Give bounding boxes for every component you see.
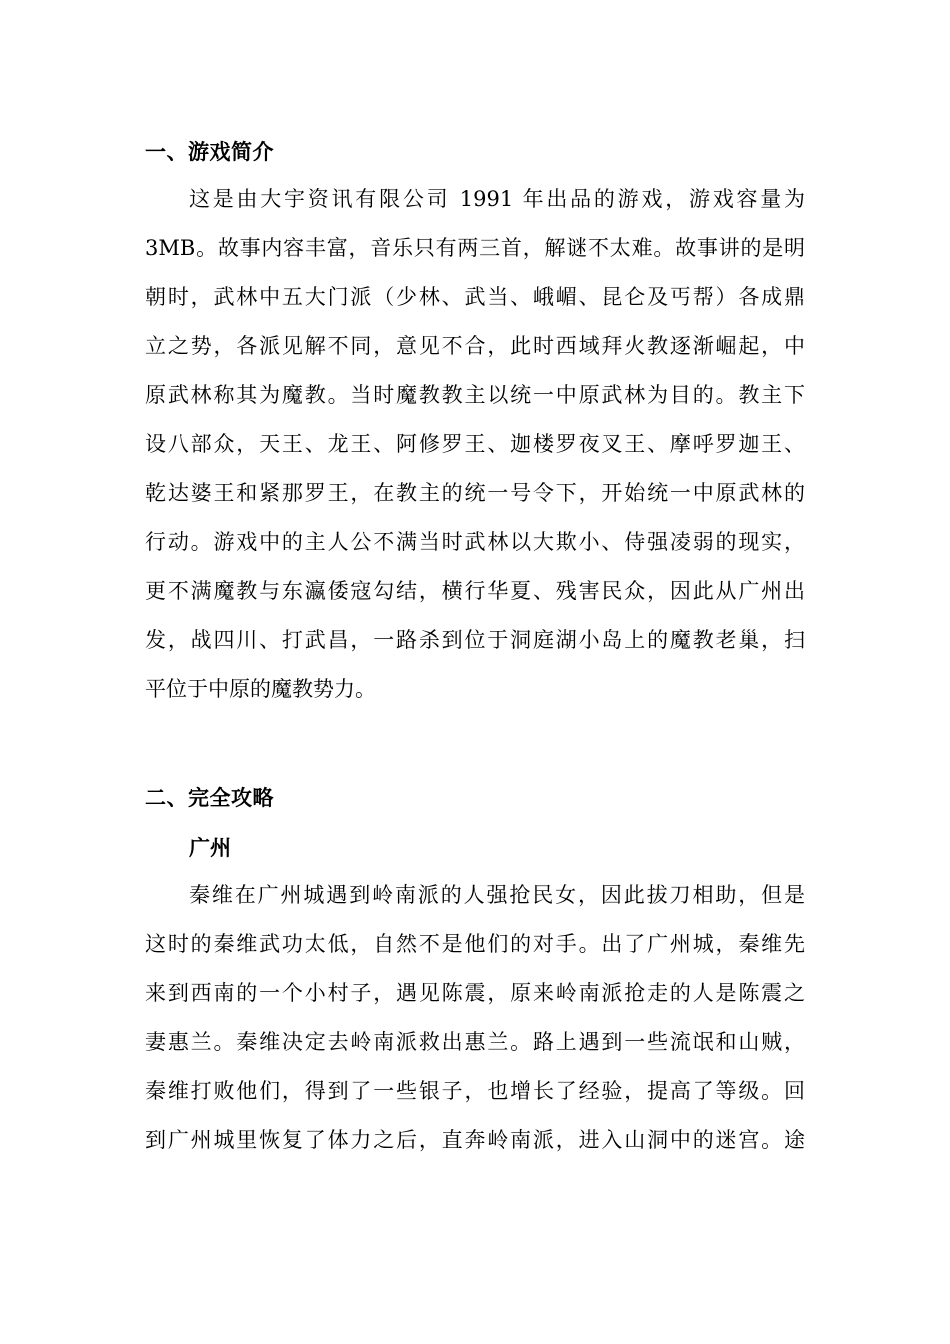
paragraph-line: 更不满魔教与东瀛倭寇勾结，横行华夏、残害民众，因此从广州出 — [145, 579, 805, 603]
guangzhou-paragraph — [145, 871, 805, 1165]
paragraph-line: 这是由大宇资讯有限公司 1991 年出品的游戏，游戏容量为 — [189, 187, 805, 211]
subheading-guangzhou: 广州 — [189, 835, 231, 860]
paragraph-line: 秦维打败他们，得到了一些银子，也增长了经验，提高了等级。回 — [145, 1079, 805, 1103]
paragraph-line: 这时的秦维武功太低，自然不是他们的对手。出了广州城，秦维先 — [145, 932, 805, 956]
paragraph-line: 原武林称其为魔教。当时魔教教主以统一中原武林为目的。教主下 — [145, 383, 805, 407]
paragraph-line: 妻惠兰。秦维决定去岭南派救出惠兰。路上遇到一些流氓和山贼， — [145, 1030, 805, 1054]
paragraph-line: 立之势，各派见解不同，意见不合，此时西域拜火教逐渐崛起，中 — [145, 334, 805, 358]
paragraph-line: 行动。游戏中的主人公不满当时武林以大欺小、侍强凌弱的现实， — [145, 530, 805, 554]
paragraph-line: 3MB。故事内容丰富，音乐只有两三首，解谜不太难。故事讲的是明 — [145, 236, 805, 260]
section-heading-walkthrough: 二、完全攻略 — [145, 785, 274, 810]
intro-paragraph — [145, 175, 805, 714]
paragraph-line: 秦维在广州城遇到岭南派的人强抢民女，因此拔刀相助，但是 — [189, 883, 805, 907]
paragraph-line: 来到西南的一个小村子，遇见陈震，原来岭南派抢走的人是陈震之 — [145, 981, 805, 1005]
paragraph-line: 乾达婆王和紧那罗王，在教主的统一号令下，开始统一中原武林的 — [145, 481, 805, 505]
paragraph-line: 到广州城里恢复了体力之后，直奔岭南派，进入山洞中的迷宫。途 — [145, 1128, 805, 1152]
paragraph-line: 平位于中原的魔教势力。 — [145, 677, 376, 701]
paragraph-line: 朝时，武林中五大门派（少林、武当、峨嵋、昆仑及丐帮）各成鼎 — [145, 285, 805, 309]
paragraph-line: 发，战四川、打武昌，一路杀到位于洞庭湖小岛上的魔教老巢，扫 — [145, 628, 805, 652]
section-heading-intro: 一、游戏简介 — [145, 139, 274, 164]
paragraph-line: 设八部众，天王、龙王、阿修罗王、迦楼罗夜叉王、摩呼罗迦王、 — [145, 432, 805, 456]
